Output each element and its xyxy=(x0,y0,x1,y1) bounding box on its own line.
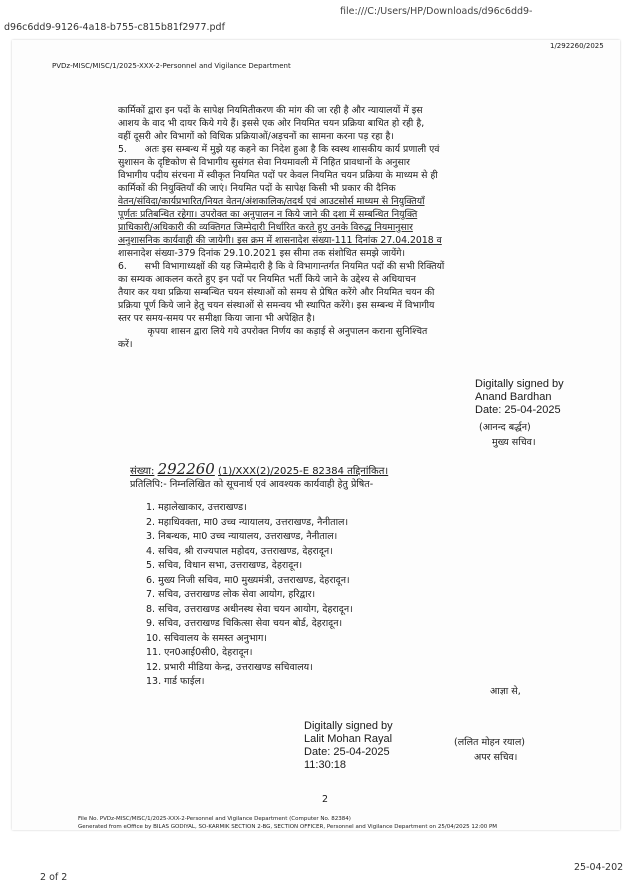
dept-reference: PVDz-MISC/MISC/1/2025-XXX-2-Personnel and Vigilance Department xyxy=(52,62,291,70)
digital-signature-lalit xyxy=(304,720,393,772)
sig1-line1: Digitally signed by xyxy=(475,378,564,390)
date-corner: 25-04-202 xyxy=(574,862,624,873)
file-name: d96c6dd9-9126-4a18-b755-c815b81f2977.pdf xyxy=(4,22,225,33)
body-line: शासनादेश संख्या-379 दिनांक 29.10.2021 इस सीमा तक संशोधित समझे जायेंगे। xyxy=(118,248,406,259)
sig2-line2: Lalit Mohan Rayal xyxy=(304,733,393,745)
sig2-line3: Date: 25-04-2025 xyxy=(304,746,390,758)
sig1-line2: Anand Bardhan xyxy=(475,391,552,403)
sig1-line3: Date: 25-04-2025 xyxy=(475,404,561,416)
reference-text: (1)/XXX(2)/2025-E 82384 तद्दिनांकित। xyxy=(218,466,389,477)
file-url: file:///C:/Users/HP/Downloads/d96c6dd9- xyxy=(340,6,533,17)
sig1-title-hindi: मुख्य सचिव। xyxy=(492,437,536,448)
sankhya-number: 292260 xyxy=(157,460,215,478)
body-line: वहीं दूसरी ओर विभागों को विधिक प्रक्रियाओं/अड़चनों का सामना करना पड़ रहा है। xyxy=(118,131,394,142)
body-line: प्राधिकारी/अधिकारी की व्यक्तिगत जिम्मेदारी निर्धारित करते हुए उनके विरुद्ध नियमानुसार xyxy=(118,222,413,233)
sig2-line4: 11:30:18 xyxy=(304,759,347,771)
reference-line xyxy=(130,460,388,478)
body-line: 6. सभी विभागाध्यक्षों की यह जिम्मेदारी है कि वे विभागान्तर्गत नियमित पदों की सभी रिक्तियों xyxy=(118,261,445,272)
aagya-se: आज्ञा से, xyxy=(490,686,521,697)
recipient-item: 7. सचिव, उत्तराखण्ड लोक सेवा आयोग, हरिद्वार। xyxy=(146,589,316,600)
letter-body xyxy=(118,104,558,351)
body-line: सुशासन के दृष्टिकोण से विभागीय सुसंगत सेवा नियमावली में निहित प्रावधानों के अनुसार xyxy=(118,157,410,168)
sig1-name-hindi: (आनन्द बर्द्धन) xyxy=(479,422,531,433)
recipient-item: 8. सचिव, उत्तराखण्ड अधीनस्थ सेवा चयन आयोग, देहरादून। xyxy=(146,603,353,615)
digital-signature-anand xyxy=(475,378,564,417)
sankhya-label: संख्या: xyxy=(130,466,155,477)
body-line: तैयार कर यथा प्रक्रिया सम्बन्धित चयन संस्थाओं को समय से प्रेषित करेंगे और नियमित चयन की xyxy=(118,287,435,298)
recipient-item: 3. निबन्धक, मा0 उच्च न्यायालय, उत्तराखण्ड, नैनीताल। xyxy=(146,531,338,542)
copy-intro: प्रतिलिपि:- निम्नलिखित को सूचनार्थ एवं आवश्यक कार्यवाही हेतु प्रेषित- xyxy=(130,479,374,490)
body-line: स्तर पर समय-समय पर समीक्षा किया जाना भी अपेक्षित है। xyxy=(118,313,316,324)
recipient-item: 6. मुख्य निजी सचिव, मा0 मुख्यमंत्री, उत्तराखण्ड, देहरादून। xyxy=(146,574,350,586)
recipient-item: 9. सचिव, उत्तराखण्ड चिकित्सा सेवा चयन बोर्ड, देहरादून। xyxy=(146,618,343,629)
sig2-name-hindi: (ललित मोहन रयाल) xyxy=(454,737,525,748)
footer-file-line: File No. PVDz-MISC/MISC/1/2025-XXX-2-Personnel and Vigilance Department (Computer No. 82384) xyxy=(78,816,351,822)
body-line: 5. अतः इस सम्बन्ध में मुझे यह कहने का निदेश हुआ है कि स्वस्थ शासकीय कार्य प्रणाली एवं xyxy=(118,144,440,155)
recipient-item: 10. सचिवालय के समस्त अनुभाग। xyxy=(146,632,267,644)
body-line: कार्मिकों द्वारा इन पदों के सापेक्ष नियमितीकरण की मांग की जा रही है और न्यायालयों में इस xyxy=(118,105,423,116)
page-number: 2 xyxy=(322,794,329,805)
file-number: 1/292260/2025 xyxy=(550,42,604,50)
recipient-item: 11. एन0आई0सी0, देहरादून। xyxy=(146,647,253,658)
recipient-item: 1. महालेखाकार, उत्तराखण्ड। xyxy=(146,502,247,513)
recipient-item: 12. प्रभारी मीडिया केन्द्र, उत्तराखण्ड सचिवालय। xyxy=(146,661,313,673)
document-page xyxy=(12,40,620,830)
recipients-list xyxy=(146,500,353,689)
body-line: पूर्णतः प्रतिबन्धित रहेगा। उपरोक्त का अनुपालन न किये जाने की दशा में सम्बन्धित नियुक्ति xyxy=(118,209,418,220)
recipient-item: 5. सचिव, विधान सभा, उत्तराखण्ड, देहरादून। xyxy=(146,560,303,571)
body-line: प्रक्रिया पूर्ण किये जाने हेतु चयन संस्थाओं से समन्वय भी स्थापित करेंगे। इस सम्बन्ध में विभागीय xyxy=(118,300,435,311)
recipient-item: 13. गार्ड फाईल। xyxy=(146,676,205,687)
body-line: विभागीय पदीय संरचना में स्वीकृत नियमित पदों पर केवल नियमित चयन प्रक्रिया के माध्यम से ही xyxy=(118,170,438,181)
body-line: अनुशासनिक कार्यवाही की जायेगी। इस क्रम में शासनादेश संख्या-111 दिनांक 27.04.2018 व xyxy=(118,235,442,246)
body-line: वेतन/संविदा/कार्यप्रभारित/नियत वेतन/अंशकालिक/तदर्थ एवं आउटसोर्स माध्यम से नियुक्तियाँ xyxy=(118,196,425,207)
body-line: कृपया शासन द्वारा लिये गये उपरोक्त निर्णय का कड़ाई से अनुपालन कराना सुनिश्चित xyxy=(118,326,428,337)
sig2-title-hindi: अपर सचिव। xyxy=(474,752,518,763)
body-line: का सम्यक आकलन करते हुए इन पदों पर नियमित भर्ती किये जाने के उद्देश्य से अधियाचन xyxy=(118,274,416,285)
recipient-item: 2. महाधिवक्ता, मा0 उच्च न्यायालय, उत्तराखण्ड, नैनीताल। xyxy=(146,516,349,528)
recipient-item: 4. सचिव, श्री राज्यपाल महोदय, उत्तराखण्ड, देहरादून। xyxy=(146,545,333,557)
footer-generated-line: Generated from eOffice by BILAS GODIYAL, SO-KARMIK SECTION 2-BG, SECTION OFFICER, Personnel and Vigilance Department on 25/04/2025 12:00 PM xyxy=(78,824,498,830)
body-line: करें। xyxy=(118,339,133,350)
page-indicator: 2 of 2 xyxy=(40,872,68,883)
sig2-line1: Digitally signed by xyxy=(304,720,393,732)
body-line: कार्मिकों की नियुक्तियाँ की जाएं। नियमित पदों के सापेक्ष किसी भी प्रकार की दैनिक xyxy=(118,183,396,194)
body-line: आशय के वाद भी दायर किये गये हैं। इससे एक ओर नियमित चयन प्रक्रिया बाधित हो रही है, xyxy=(118,118,425,129)
